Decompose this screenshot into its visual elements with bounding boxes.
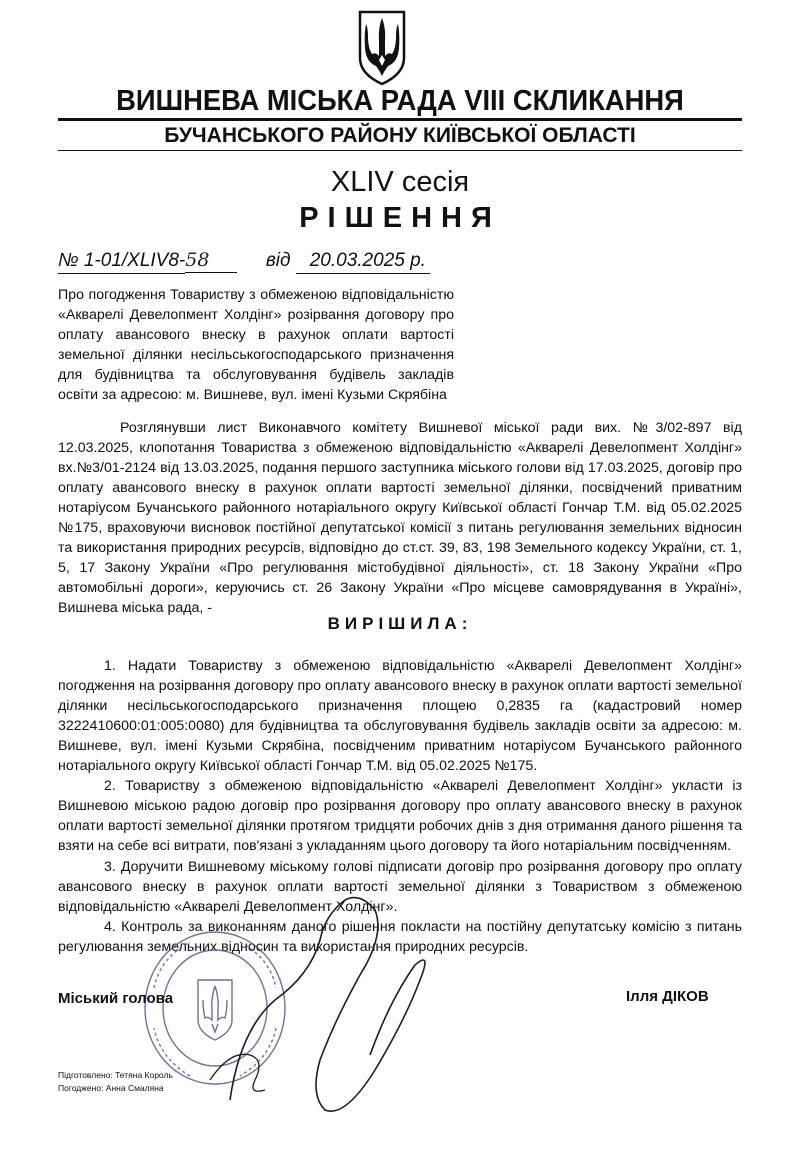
decision-number-handwritten: 58: [185, 248, 237, 273]
trident-icon: [354, 8, 410, 86]
district-title: БУЧАНСЬКОГО РАЙОНУ КИЇВСЬКОЇ ОБЛАСТІ: [164, 124, 636, 147]
session-title: XLIV сесія: [330, 166, 470, 198]
signer-title: Міський голова: [58, 990, 174, 1007]
decision-number-line: [58, 248, 430, 274]
decision-title: РІШЕННЯ: [299, 202, 501, 234]
council-title: ВИШНЕВА МІСЬКА РАДА VIII СКЛИКАННЯ: [116, 85, 684, 117]
resolution-item-3: 3. Доручити Вишневому міському голові підписати договір про розірвання договору про оплату авансового внеску в рахунок оплати вартості земельної ділянки з Товариством з обмеженою відповідальністю «Акварелі Девелопмент Холдінг».: [58, 859, 742, 915]
header-rule-thick: [58, 118, 742, 121]
prepared-by: Підготовлено: Тетяна Король: [58, 1070, 173, 1080]
preamble-paragraph: Розглянувши лист Виконавчого комітету Вишневої міської ради вих. №3/02-897 від 12.03.2025, клопотання Товариства з обмеженою відповідальністю «Акварелі Девелопмент Холдінг» вх.№3/01-2124 від 13.03.2025, подання першого заступника міського голови від 17.03.2025, договір про оплату авансового внеску в рахунок оплати вартості земельної ділянки, посвідчений приватним нотаріусом Бучанського районного нотаріального округу Київської області Гончар Т.М. від 05.02.2025 №175, враховуючи висновок постійної депутатської комісії з питань регулювання земельних відносин та використання природних ресурсів, відповідно до ст.ст. 39, 83, 198 Земельного кодексу України, ст. 1, 5, 17 Закону України «Про регулювання містобудівної діяльності», ст. 18 Закону України «Про автомобільні дороги», керуючись ст. 26 Закону України «Про місцеве самоврядування в Україні», Вишнева міська рада, -: [58, 420, 742, 616]
resolution-item-4: 4. Контроль за виконанням даного рішення покласти на постійну депутатську комісію з питань регулювання земельних відносин та використання природних ресурсів.: [58, 919, 742, 955]
date-label: від: [265, 250, 291, 271]
decision-date: 20.03.2025 р.: [296, 249, 430, 274]
signer-name: Ілля ДІКОВ: [626, 988, 709, 1005]
agreed-by: Погоджено: Анна Смаляна: [58, 1083, 164, 1093]
decision-subject: Про погодження Товариству з обмеженою відповідальністю «Акварелі Девелопмент Холдінг» розірвання договору про оплату авансового внеску в рахунок оплати вартості земельної ділянки несільськогосподарського призначення для будівництва та обслуговування будівель закладів освіти за адресою: м. Вишневе, вул. імені Кузьми Скрябіна: [58, 287, 454, 403]
resolved-heading: ВИРІШИЛА:: [327, 614, 473, 633]
decision-number-prefix: № 1-01/XLIV8-: [58, 249, 185, 274]
handwritten-signature: [170, 880, 470, 1125]
header-rule-thin: [58, 150, 742, 151]
resolution-item-2: 2. Товариству з обмеженою відповідальністю «Акварелі Девелопмент Холдінг» укласти із Вишневою міською радою договір про розірвання договору про оплату авансового внеску в рахунок оплати вартості земельної ділянки протягом тридцяти робочих днів з дня отримання даного рішення та взяти на себе всі витрати, пов'язані з укладанням цього договору та його нотаріальним посвідченням.: [58, 778, 742, 854]
resolution-item-1: 1. Надати Товариству з обмеженою відповідальністю «Акварелі Девелопмент Холдінг» погодження на розірвання договору про оплату авансового внеску в рахунок оплати вартості земельної ділянки несільськогосподарського призначення площею 0,2835 га (кадастровий номер 3222410600:01:005:0080) для будівництва та обслуговування будівель закладів освіти за адресою: м. Вишневе, вул. імені Кузьми Скрябіна, посвідченим приватним нотаріусом Бучанського районного нотаріального округу Київської області Гончар Т.М. від 05.02.2025 №175.: [58, 658, 742, 774]
